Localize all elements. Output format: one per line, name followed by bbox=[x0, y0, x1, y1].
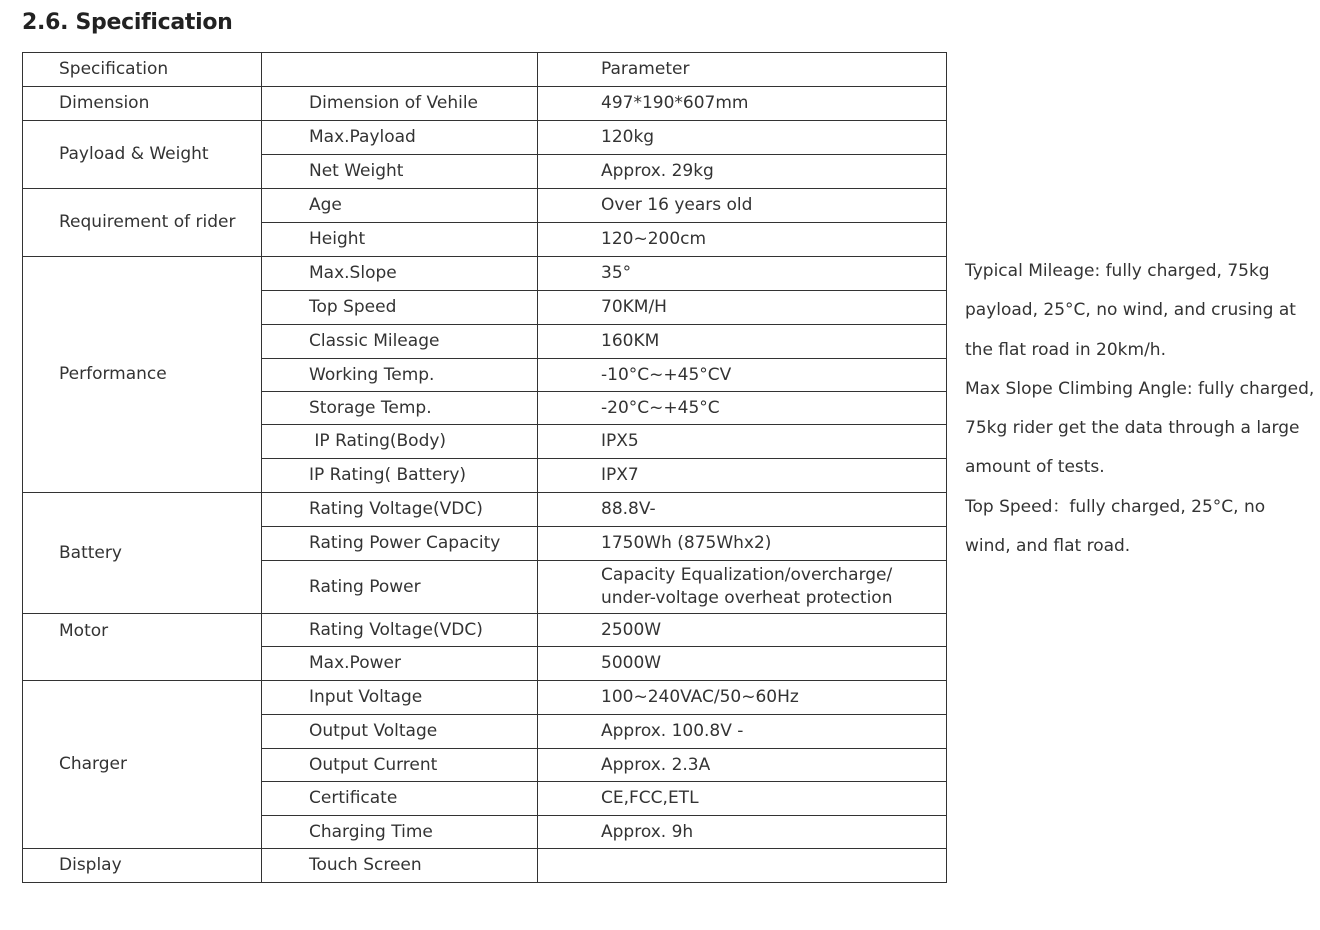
item-cell: Max.Slope bbox=[262, 257, 538, 291]
value-cell: 88.8V- bbox=[538, 493, 947, 527]
value-cell: 35° bbox=[538, 257, 947, 291]
table-header-row bbox=[23, 53, 947, 87]
value-cell bbox=[538, 849, 947, 883]
value-cell: -10°C~+45°CV bbox=[538, 359, 947, 392]
value-cell: Approx. 100.8V - bbox=[538, 715, 947, 749]
value-cell: Over 16 years old bbox=[538, 189, 947, 223]
item-cell: Certificate bbox=[262, 782, 538, 816]
table-row bbox=[23, 87, 947, 121]
table-row bbox=[23, 849, 947, 883]
item-cell: Max.Payload bbox=[262, 121, 538, 155]
item-cell: Height bbox=[262, 223, 538, 257]
value-cell bbox=[538, 561, 947, 614]
value-line: under-voltage overheat protection bbox=[601, 588, 893, 608]
value-cell: 2500W bbox=[538, 614, 947, 647]
item-cell: IP Rating( Battery) bbox=[262, 459, 538, 493]
value-cell: CE,FCC,ETL bbox=[538, 782, 947, 816]
item-cell: Dimension of Vehile bbox=[262, 87, 538, 121]
table-row bbox=[23, 614, 947, 647]
value-cell: 160KM bbox=[538, 325, 947, 359]
category-cell: Performance bbox=[23, 257, 262, 493]
note-typical-mileage: Typical Mileage: fully charged, 75kg payload, 25°C, no wind, and crusing at the flat road in 20km/h. bbox=[965, 261, 1296, 360]
value-cell: Approx. 9h bbox=[538, 816, 947, 849]
item-cell: Age bbox=[262, 189, 538, 223]
header-specification: Specification bbox=[23, 53, 262, 87]
item-cell: Input Voltage bbox=[262, 681, 538, 715]
table-row bbox=[23, 257, 947, 291]
item-cell: Storage Temp. bbox=[262, 392, 538, 425]
category-cell: Display bbox=[23, 849, 262, 883]
value-cell: Approx. 29kg bbox=[538, 155, 947, 189]
header-item bbox=[262, 53, 538, 87]
spec-notes bbox=[965, 252, 1315, 566]
table-row bbox=[23, 189, 947, 223]
value-cell: 120~200cm bbox=[538, 223, 947, 257]
category-cell: Dimension bbox=[23, 87, 262, 121]
value-cell: IPX7 bbox=[538, 459, 947, 493]
value-line: Capacity Equalization/overcharge/ bbox=[601, 565, 893, 586]
section-heading: 2.6. Specification bbox=[22, 10, 233, 35]
category-cell: Battery bbox=[23, 493, 262, 614]
note-max-slope: Max Slope Climbing Angle: fully charged, 75kg rider get the data through a large amount of tests. bbox=[965, 378, 1315, 478]
item-cell: Classic Mileage bbox=[262, 325, 538, 359]
item-cell: IP Rating(Body) bbox=[262, 425, 538, 459]
value-cell: 70KM/H bbox=[538, 291, 947, 325]
note-top-speed: Top Speed：fully charged, 25°C, no wind, and flat road. bbox=[965, 496, 1266, 557]
table-row bbox=[23, 493, 947, 527]
value-cell: 100~240VAC/50~60Hz bbox=[538, 681, 947, 715]
item-cell: Net Weight bbox=[262, 155, 538, 189]
value-cell: 1750Wh (875Whx2) bbox=[538, 527, 947, 561]
item-cell: Rating Power bbox=[262, 561, 538, 614]
value-cell: -20°C~+45°C bbox=[538, 392, 947, 425]
item-cell: Rating Voltage(VDC) bbox=[262, 493, 538, 527]
value-cell: IPX5 bbox=[538, 425, 947, 459]
header-parameter: Parameter bbox=[538, 53, 947, 87]
item-cell: Working Temp. bbox=[262, 359, 538, 392]
category-cell: Motor bbox=[23, 614, 262, 681]
value-cell: 5000W bbox=[538, 647, 947, 681]
item-cell: Top Speed bbox=[262, 291, 538, 325]
item-cell: Rating Power Capacity bbox=[262, 527, 538, 561]
item-cell: Charging Time bbox=[262, 816, 538, 849]
table-row bbox=[23, 121, 947, 155]
item-cell: Rating Voltage(VDC) bbox=[262, 614, 538, 647]
category-cell: Payload & Weight bbox=[23, 121, 262, 189]
value-cell: 497*190*607mm bbox=[538, 87, 947, 121]
item-cell: Output Current bbox=[262, 749, 538, 782]
category-cell: Charger bbox=[23, 681, 262, 849]
specification-table bbox=[22, 52, 947, 883]
value-cell: Approx. 2.3A bbox=[538, 749, 947, 782]
item-cell: Max.Power bbox=[262, 647, 538, 681]
item-cell: Output Voltage bbox=[262, 715, 538, 749]
table-row bbox=[23, 681, 947, 715]
category-cell: Requirement of rider bbox=[23, 189, 262, 257]
value-cell: 120kg bbox=[538, 121, 947, 155]
item-cell: Touch Screen bbox=[262, 849, 538, 883]
